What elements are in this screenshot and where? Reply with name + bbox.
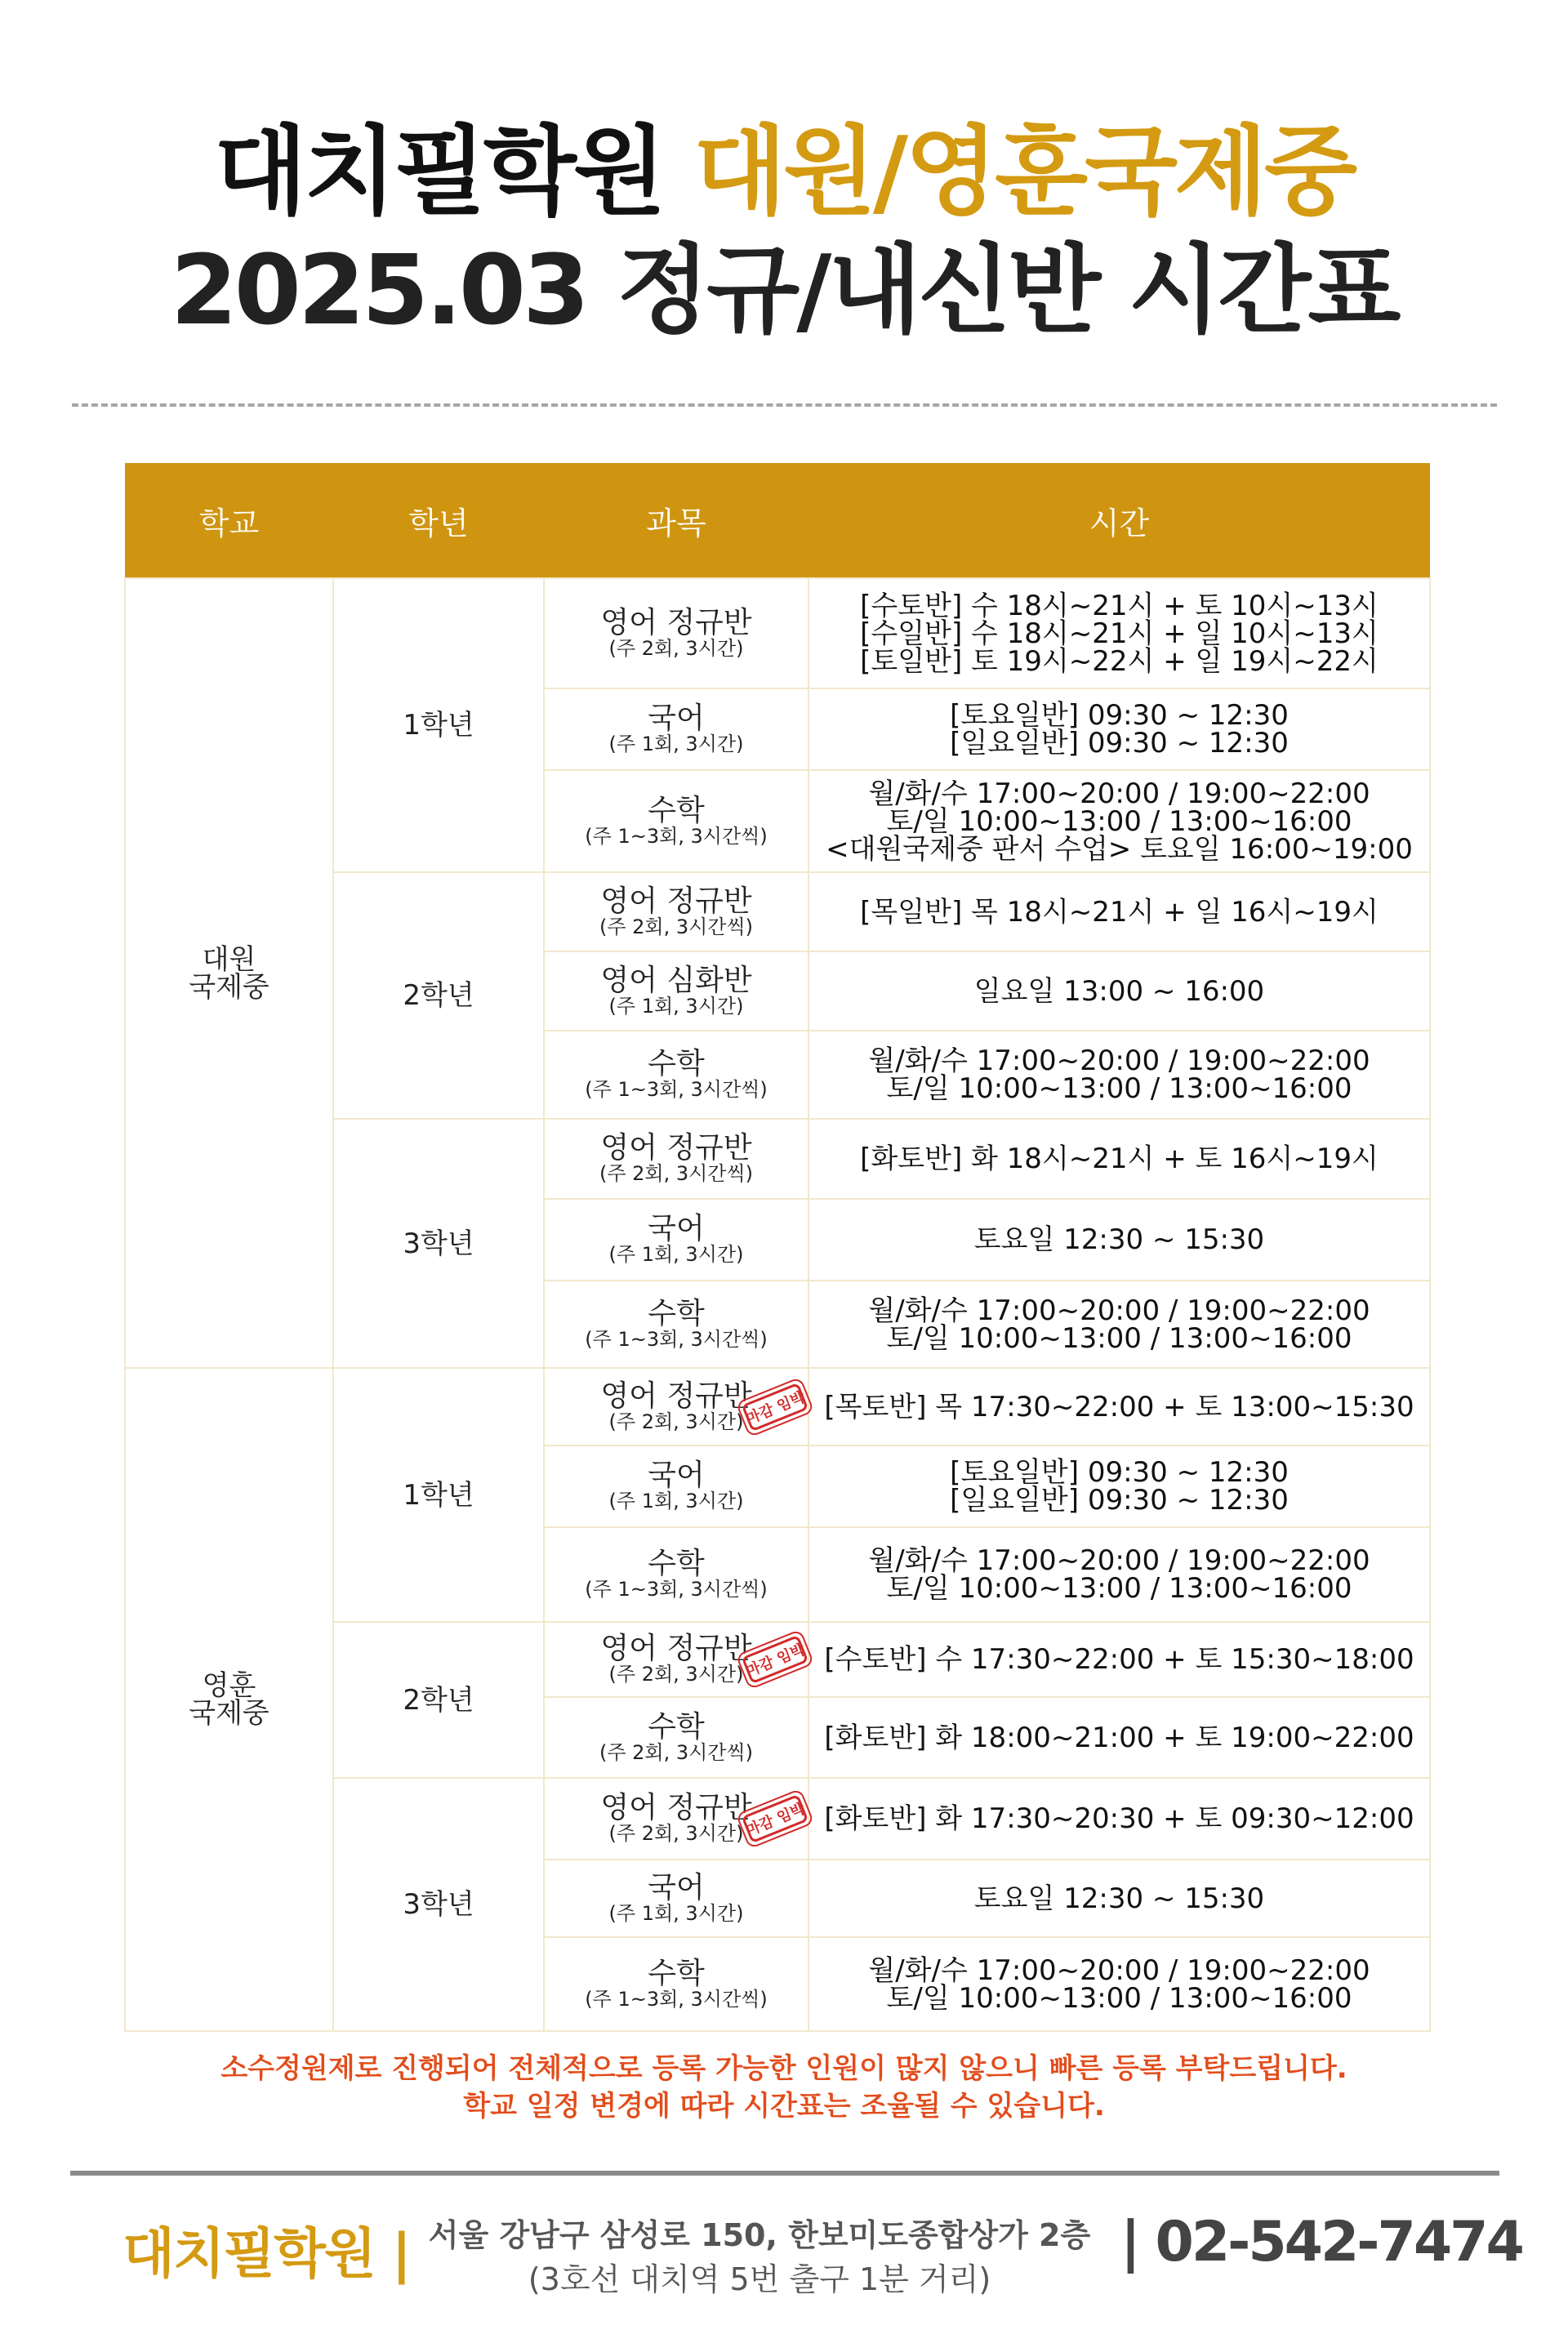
subject-frequency: (주 1회, 3시간) — [608, 994, 744, 1018]
subject-name: 수학 — [648, 1547, 705, 1580]
subject-name: 영어 정규반 — [600, 884, 752, 918]
subject-name: 수학 — [648, 1709, 705, 1744]
header-grade: 학년 — [333, 463, 544, 578]
table-row — [125, 1368, 1430, 1446]
subject-name: 국어 — [648, 1212, 705, 1245]
header-time: 시간 — [808, 463, 1430, 578]
time-cell: 월/화/수 17:00~20:00 / 19:00~22:00 토/일 10:00~13:00 / 13:00~16:00 — [808, 1031, 1430, 1119]
time-cell: [토요일반] 09:30 ~ 12:30 [일요일반] 09:30 ~ 12:30 — [808, 1446, 1430, 1527]
time-cell: [화토반] 화 18시~21시 + 토 16시~19시 — [808, 1119, 1430, 1199]
table-row — [125, 578, 1430, 688]
subject-cell — [544, 578, 808, 688]
subject-name: 국어 — [648, 1459, 705, 1492]
subject-frequency: (주 1~3회, 3시간씩) — [585, 1078, 768, 1101]
page-title-line1 — [0, 114, 1568, 229]
header-school: 학교 — [125, 463, 333, 578]
subject-name: 영어 정규반 — [600, 1379, 752, 1413]
subject-frequency: (주 1회, 3시간) — [608, 733, 744, 755]
subject-frequency: (주 2회, 3시간씩) — [599, 1162, 754, 1185]
grade-cell: 1학년 — [333, 1368, 544, 1622]
stamp-text: 마감 임박 — [743, 1800, 808, 1840]
subject-name: 수학 — [648, 1047, 705, 1080]
footer-divider — [70, 2171, 1499, 2176]
time-cell: [목일반] 목 18시~21시 + 일 16시~19시 — [808, 872, 1430, 951]
time-cell: 일요일 13:00 ~ 16:00 — [808, 951, 1430, 1031]
subject-frequency: (주 2회, 3시간) — [608, 636, 744, 660]
subject-frequency: (주 1~3회, 3시간씩) — [585, 1987, 768, 2011]
subject-frequency: (주 1~3회, 3시간씩) — [585, 1578, 768, 1601]
academy-name: 대치필학원 — [213, 115, 663, 228]
deadline-stamp-icon — [736, 1632, 814, 1687]
time-cell: [수토반] 수 18시~21시 + 토 10시~13시 [수일반] 수 18시~21시 + 일 10시~13시 [토일반] 토 19시~22시 + 일 19시~22시 — [808, 578, 1430, 688]
subject-name: 국어 — [648, 1870, 705, 1904]
stamp-text: 마감 임박 — [743, 1641, 808, 1681]
subject-cell — [544, 1446, 808, 1527]
title-divider — [72, 403, 1497, 407]
subject-cell — [544, 1031, 808, 1119]
subject-frequency: (주 2회, 3시간씩) — [599, 915, 754, 938]
subject-cell — [544, 1199, 808, 1281]
notice-line-2: 학교 일정 변경에 따라 시간표는 조율될 수 있습니다. — [463, 2090, 1105, 2123]
time-cell: 토요일 12:30 ~ 15:30 — [808, 1860, 1430, 1937]
grade-cell: 3학년 — [333, 1778, 544, 2031]
subject-cell — [544, 1119, 808, 1199]
subject-name: 영어 정규반 — [600, 605, 752, 639]
time-cell: [토요일반] 09:30 ~ 12:30 [일요일반] 09:30 ~ 12:30 — [808, 688, 1430, 770]
time-cell: [화토반] 화 17:30~20:30 + 토 09:30~12:00 — [808, 1778, 1430, 1860]
subject-frequency: (주 2회, 3시간) — [608, 1410, 744, 1433]
subject-frequency: (주 1~3회, 3시간씩) — [585, 824, 768, 848]
subject-frequency: (주 1회, 3시간) — [608, 1490, 744, 1512]
subject-cell — [544, 1622, 808, 1697]
deadline-stamp-icon — [736, 1791, 814, 1846]
subject-frequency: (주 1~3회, 3시간씩) — [585, 1327, 768, 1351]
subject-name: 영어 정규반 — [600, 1131, 752, 1165]
time-cell: 월/화/수 17:00~20:00 / 19:00~22:00 토/일 10:00~13:00 / 13:00~16:00 <대원국제중 판서 수업> 토요일 16:00~19:00 — [808, 770, 1430, 872]
deadline-stamp-icon — [736, 1379, 814, 1435]
subject-cell — [544, 1778, 808, 1860]
stamp-text: 마감 임박 — [743, 1388, 808, 1428]
subject-name: 국어 — [648, 702, 705, 735]
subject-cell — [544, 1281, 808, 1368]
time-cell: [목토반] 목 17:30~22:00 + 토 13:00~15:30 — [808, 1368, 1430, 1446]
timetable — [124, 463, 1431, 2032]
subject-name: 영어 정규반 — [600, 1791, 752, 1824]
notice-line-1: 소수정원제로 진행되어 전체적으로 등록 가능한 인원이 많지 않으니 빠른 등록 부탁드립니다. — [220, 2052, 1348, 2085]
grade-cell: 1학년 — [333, 578, 544, 872]
table-header-row — [125, 463, 1430, 578]
subject-name: 영어 심화반 — [600, 963, 752, 997]
subject-cell — [544, 688, 808, 770]
footer-phone: | 02-542-7474 — [1120, 2210, 1522, 2274]
time-cell: [화토반] 화 18:00~21:00 + 토 19:00~22:00 — [808, 1697, 1430, 1778]
time-cell: 월/화/수 17:00~20:00 / 19:00~22:00 토/일 10:00~13:00 / 13:00~16:00 — [808, 1527, 1430, 1622]
grade-cell: 2학년 — [333, 872, 544, 1119]
subject-name: 수학 — [648, 1296, 705, 1330]
footer-directions: (3호선 대치역 5번 출구 1분 거리) — [528, 2261, 991, 2297]
subject-cell — [544, 1527, 808, 1622]
subject-cell — [544, 1368, 808, 1446]
school-cell: 영훈 국제중 — [125, 1368, 333, 2031]
page-title-line2: 2025.03 정규/내신반 시간표 — [170, 234, 1398, 346]
subject-cell — [544, 1860, 808, 1937]
subject-name: 수학 — [648, 1956, 705, 1990]
time-cell: [수토반] 수 17:30~22:00 + 토 15:30~18:00 — [808, 1622, 1430, 1697]
subject-frequency: (주 2회, 3시간씩) — [599, 1740, 754, 1764]
subject-frequency: (주 2회, 3시간) — [608, 1822, 744, 1845]
subject-cell — [544, 872, 808, 951]
subject-frequency: (주 1회, 3시간) — [608, 1901, 744, 1925]
time-cell: 월/화/수 17:00~20:00 / 19:00~22:00 토/일 10:00~13:00 / 13:00~16:00 — [808, 1281, 1430, 1368]
header-subject: 과목 — [544, 463, 808, 578]
subject-name: 영어 정규반 — [600, 1632, 752, 1665]
subject-frequency: (주 2회, 3시간) — [608, 1663, 744, 1686]
grade-cell: 2학년 — [333, 1622, 544, 1778]
subject-cell — [544, 951, 808, 1031]
footer-brand: 대치필학원 | — [122, 2222, 410, 2285]
footer-address: 서울 강남구 삼성로 150, 한보미도종합상가 2층 — [428, 2217, 1091, 2253]
time-cell: 월/화/수 17:00~20:00 / 19:00~22:00 토/일 10:00~13:00 / 13:00~16:00 — [808, 1937, 1430, 2031]
school-cell: 대원 국제중 — [125, 578, 333, 1368]
subject-cell — [544, 1697, 808, 1778]
school-names: 대원/영훈국제중 — [693, 115, 1355, 228]
subject-cell — [544, 1937, 808, 2031]
time-cell: 토요일 12:30 ~ 15:30 — [808, 1199, 1430, 1281]
grade-cell: 3학년 — [333, 1119, 544, 1368]
subject-frequency: (주 1회, 3시간) — [608, 1243, 744, 1266]
subject-name: 수학 — [648, 793, 705, 827]
subject-cell — [544, 770, 808, 872]
